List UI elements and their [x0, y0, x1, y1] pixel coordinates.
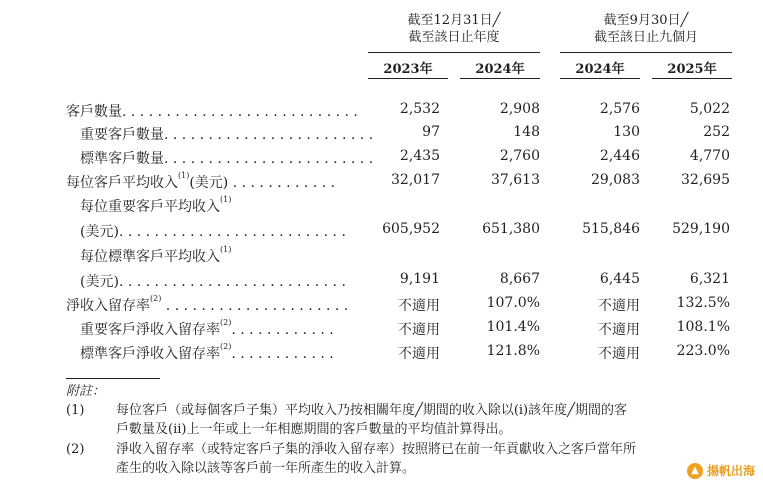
cell-r8c3: 223.0% [676, 343, 730, 359]
cell-r0c3: 5,022 [689, 101, 730, 117]
row-label-nrr-key: 重要客戶淨收入留存率$^{(2)}$. . . . . . . . . . . . [80, 318, 334, 338]
cell-r6c2: 不適用 [598, 298, 640, 314]
cell-r7c2: 不適用 [598, 322, 640, 338]
year-col-3: 2024年 [575, 62, 625, 77]
cell-r1c1: 148 [513, 124, 540, 140]
cell-r2c1: 2,760 [499, 148, 540, 164]
header-group-1 [368, 12, 540, 46]
year-rule-3 [560, 78, 640, 79]
note-2-line1: 淨收入留存率（或特定客戶子集的淨收入留存率）按照將已在前一年貢獻收入之客戶當年所 [116, 442, 637, 457]
cell-r1c0: 97 [422, 124, 440, 140]
row-label-avg-revenue-standard: 每位標準客戶平均收入$^{(1)}$ [80, 245, 232, 265]
cell-r5c3: 6,321 [689, 271, 730, 287]
cell-r0c2: 2,576 [599, 101, 640, 117]
cell-r5c0: 9,191 [399, 271, 440, 287]
cell-r4c3: 529,190 [672, 221, 730, 237]
cell-r1c3: 252 [703, 124, 730, 140]
cell-r5c1: 8,667 [499, 271, 540, 287]
notes-heading: 附註： [66, 384, 106, 399]
cell-r6c1: 107.0% [486, 295, 540, 311]
row-label-avg-revenue-standard-unit: (美元). . . . . . . . . . . . . . . . . . . . . . . . . . [80, 274, 346, 290]
cell-r1c2: 130 [613, 124, 640, 140]
cell-r2c3: 4,770 [689, 148, 730, 164]
cell-r3c3: 32,695 [681, 172, 730, 188]
note-1-number: (1) [66, 403, 85, 418]
row-label-key-customers: 重要客戶數量. . . . . . . . . . . . . . . . . . . . . . . . [80, 127, 374, 143]
year-col-4: 2025年 [667, 62, 717, 77]
note-1-line2: 戶數量及(ii)上一年或上一年相應期間的客戶數量的平均值計算得出。 [116, 422, 512, 437]
row-label-avg-revenue-key: 每位重要客戶平均收入$^{(1)}$ [80, 195, 232, 215]
watermark [687, 462, 755, 479]
year-col-2: 2024年 [475, 62, 525, 77]
row-label-nrr: 淨收入留存率$^{(2)}$ . . . . . . . . . . . . . . . . . . . . . [66, 294, 349, 314]
header-group-1-line1: 截至12月31日╱ [407, 13, 501, 28]
year-rule-4 [652, 78, 732, 79]
cell-r4c1: 651,380 [482, 221, 540, 237]
notes-rule [66, 378, 160, 379]
cell-r0c1: 2,908 [499, 101, 540, 117]
year-col-1: 2023年 [383, 62, 433, 77]
cell-r2c2: 2,446 [599, 148, 640, 164]
cell-r4c2: 515,846 [582, 221, 640, 237]
row-label-customers: 客戶數量. . . . . . . . . . . . . . . . . . . . . . . . . . . [66, 104, 358, 120]
note-2-number: (2) [66, 442, 85, 457]
year-rule-2 [460, 78, 540, 79]
header-group-2-rule [560, 52, 732, 53]
header-group-2-line1: 截至9月30日╱ [603, 13, 689, 28]
header-group-2 [560, 12, 732, 46]
note-2-line2: 產生的收入除以該等客戶前一年所產生的收入計算。 [116, 461, 416, 476]
cell-r6c3: 132.5% [676, 295, 730, 311]
row-label-standard-customers: 標準客戶數量. . . . . . . . . . . . . . . . . . . . . . . . [80, 151, 374, 167]
year-rule-1 [368, 78, 448, 79]
watermark-text: 揚帆出海 [706, 464, 755, 478]
cell-r7c0: 不適用 [398, 322, 440, 338]
cell-r8c1: 121.8% [486, 343, 540, 359]
cell-r6c0: 不適用 [398, 298, 440, 314]
cell-r3c0: 32,017 [391, 172, 440, 188]
cell-r7c1: 101.4% [486, 319, 540, 335]
row-label-nrr-standard: 標準客戶淨收入留存率$^{(2)}$. . . . . . . . . . . . [80, 342, 334, 362]
note-1-line1: 每位客戶（或每個客戶子集）平均收入乃按相關年度╱期間的收入除以(i)該年度╱期間的客 [116, 403, 627, 418]
sail-logo-icon: ▲ [687, 463, 703, 479]
cell-r2c0: 2,435 [399, 148, 440, 164]
cell-r8c2: 不適用 [598, 346, 640, 362]
header-group-2-line2: 截至該日止九個月 [593, 30, 698, 45]
cell-r7c3: 108.1% [676, 319, 730, 335]
cell-r5c2: 6,445 [599, 271, 640, 287]
cell-r3c2: 29,083 [591, 172, 640, 188]
header-group-1-rule [368, 52, 540, 53]
cell-r8c0: 不適用 [398, 346, 440, 362]
row-label-avg-revenue: 每位客戶平均收入$^{(1)}$(美元) . . . . . . . . . . . . [66, 171, 336, 191]
header-group-1-line2: 截至該日止年度 [408, 30, 500, 45]
cell-r3c1: 37,613 [491, 172, 540, 188]
cell-r0c0: 2,532 [399, 101, 440, 117]
cell-r4c0: 605,952 [382, 221, 440, 237]
row-label-avg-revenue-key-unit: (美元). . . . . . . . . . . . . . . . . . . . . . . . . . [80, 224, 346, 240]
